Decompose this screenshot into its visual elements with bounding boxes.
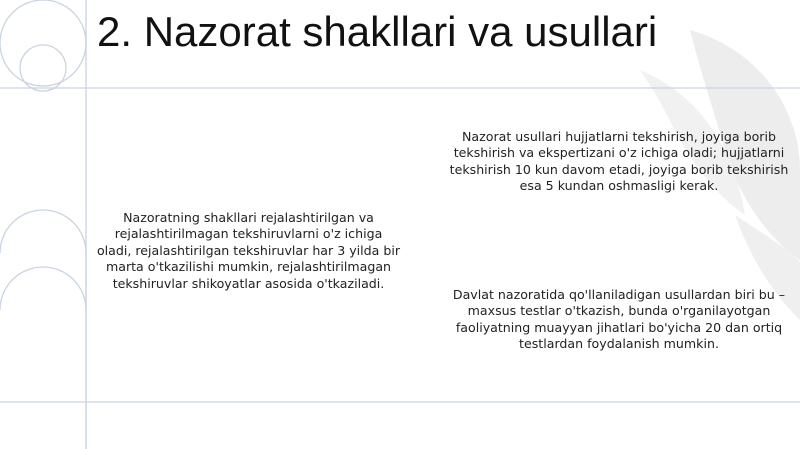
decorative-circles xyxy=(0,0,86,449)
forms-of-control-paragraph: Nazoratning shakllari rejalashtirilgan va rejalashtirilmagan tekshiruvlarni o'z ichiga oladi, rejalashtirilgan tekshiruvlar har 3 yilda bir marta o'tkazilishi mumkin, rejalashtirilmagan tekshiruvlar shikoyatlar asosida o'tkaziladi. xyxy=(96,210,401,291)
special-tests-paragraph: Davlat nazoratida qo'llaniladigan usullardan biri bu – maxsus testlar o'tkazish, bunda o'rganilayotgan faoliyatning muayyan jihatlari bo'yicha 20 dan ortiq testlardan foydalanish mumkin. xyxy=(452,287,786,352)
arch-upper xyxy=(0,210,86,449)
large-circle-top xyxy=(0,0,86,86)
control-methods-paragraph: Nazorat usullari hujjatlarni tekshirish, joyiga borib tekshirish va ekspertizani o'z ichiga oladi; hujjatlarni tekshirish 10 kun davom etadi, joyiga borib tekshirish esa 5 kundan oshmasligi kerak. xyxy=(449,129,789,194)
small-circle-top xyxy=(20,45,66,91)
arch-lower xyxy=(0,267,86,310)
slide-title: 2. Nazorat shakllari va usullari xyxy=(97,8,658,55)
